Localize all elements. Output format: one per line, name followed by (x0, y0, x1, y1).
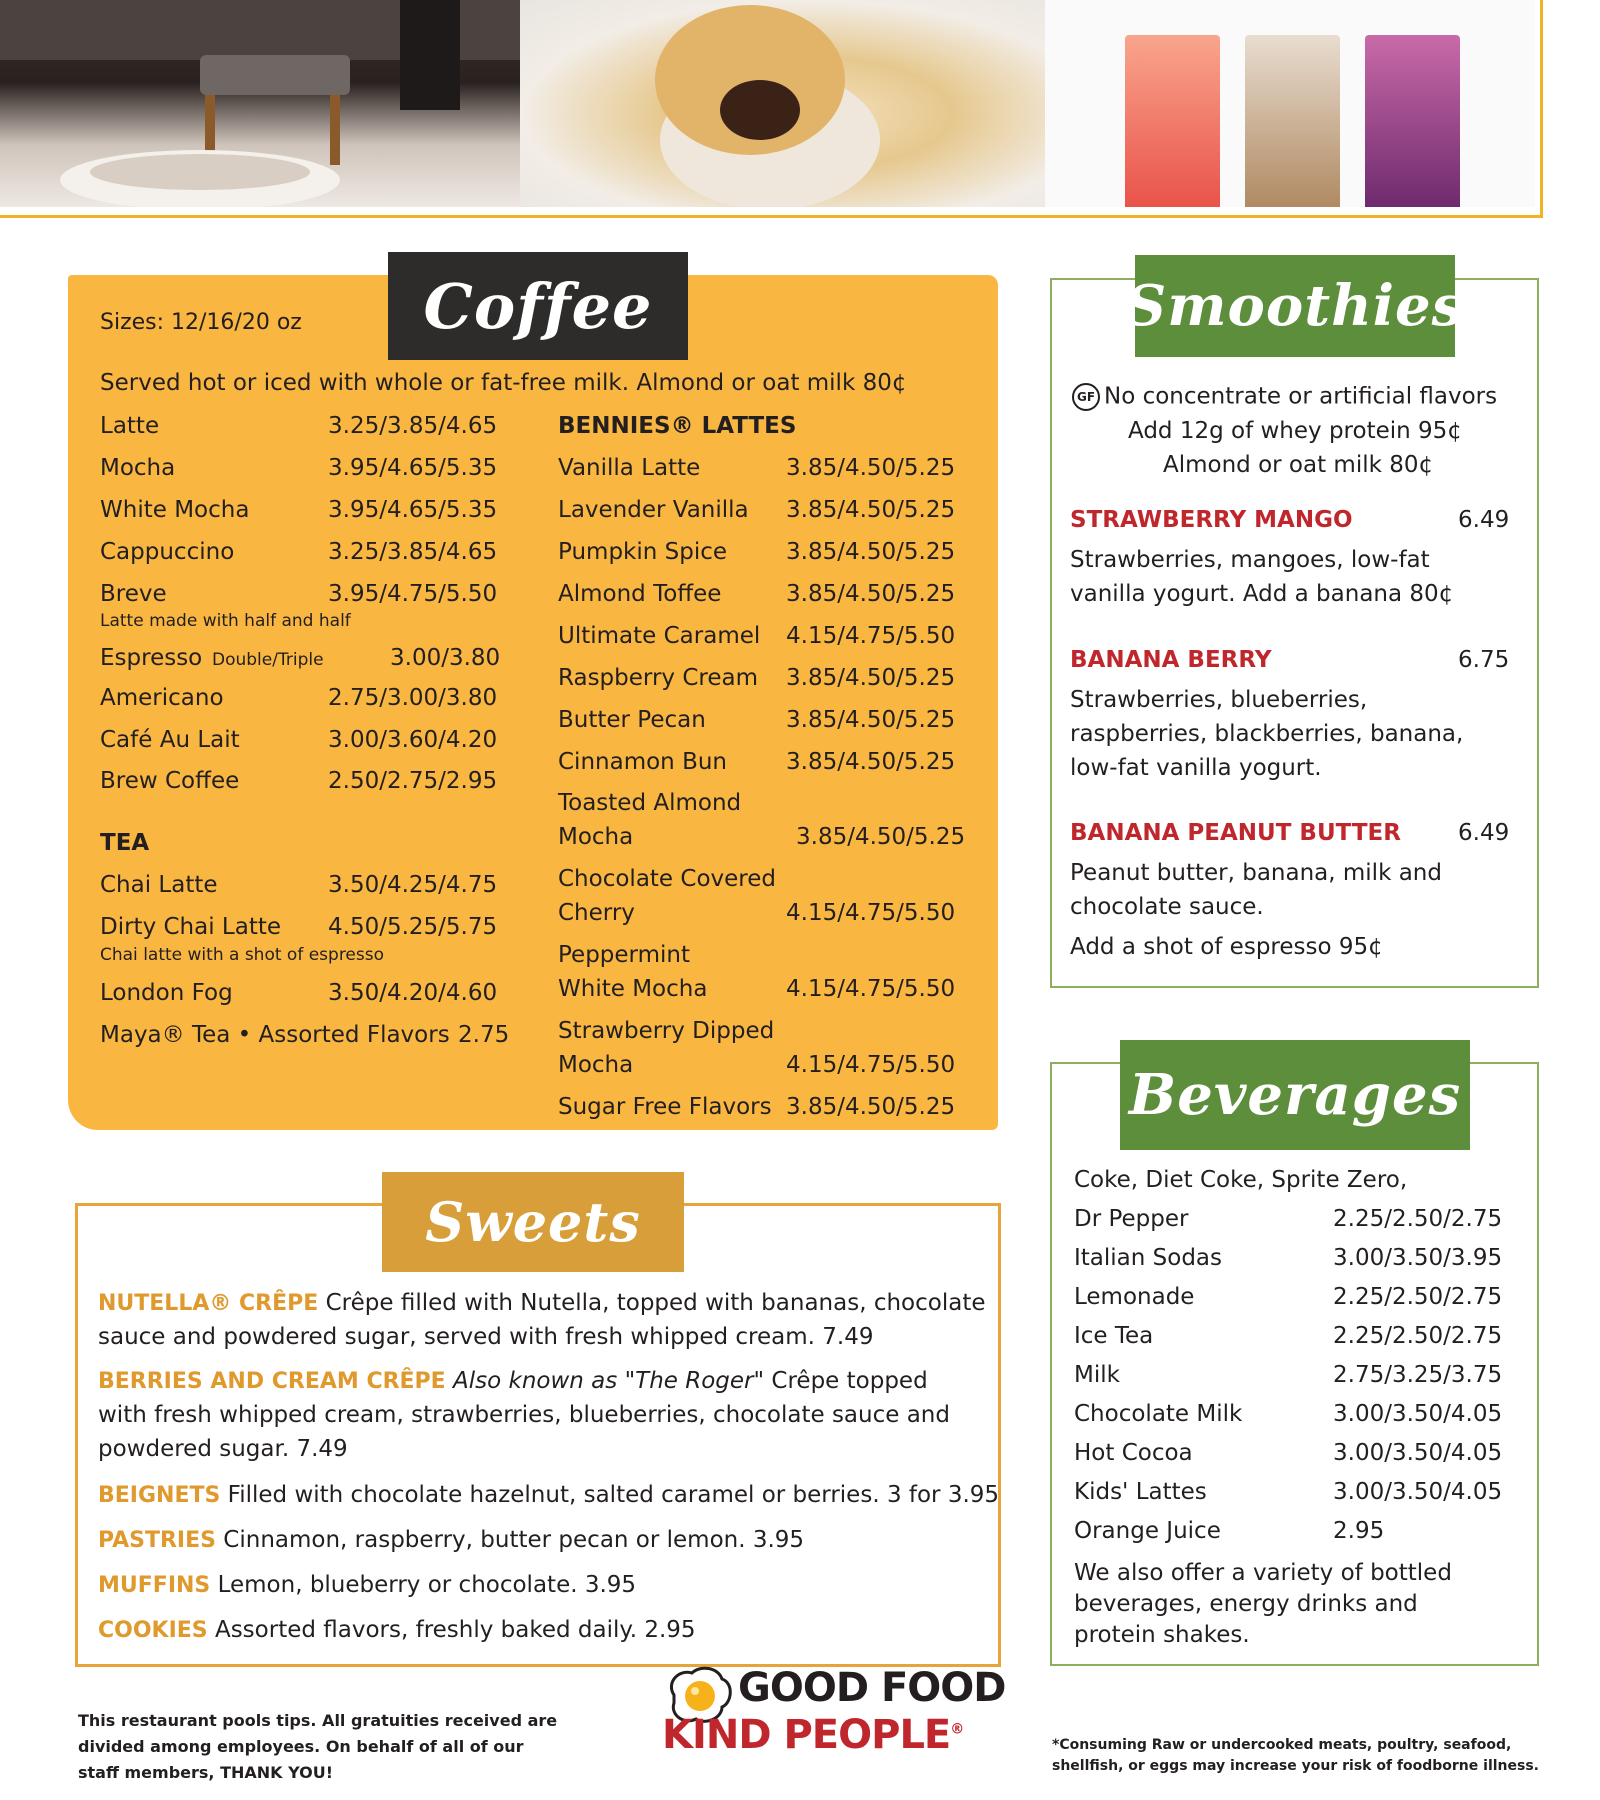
smoothie-desc: Strawberries, mangoes, low-fat (1070, 547, 1430, 573)
beverage-price: 2.25/2.50/2.75 (1333, 1284, 1503, 1310)
coffee-banner: Coffee (388, 252, 688, 360)
coffee-item-price: 3.25/3.85/4.65 (328, 413, 498, 439)
beverage-name: Italian Sodas (1074, 1245, 1223, 1271)
latte-item-price: 3.85/4.50/5.25 (786, 749, 956, 775)
latte-item-price: 3.85/4.50/5.25 (786, 497, 956, 523)
coffee-item-price: 3.95/4.65/5.35 (328, 455, 498, 481)
smoothie-desc: Peanut butter, banana, milk and (1070, 860, 1442, 886)
latte-item-name-cont: Mocha (558, 1052, 634, 1078)
smoothie-price: 6.49 (1458, 507, 1510, 533)
coffee-item-name: Cappuccino (100, 539, 235, 565)
gluten-free-icon: GF (1072, 383, 1100, 411)
smoothies-banner: Smoothies (1135, 255, 1455, 357)
beverage-name: Lemonade (1074, 1284, 1195, 1310)
beverage-name: Ice Tea (1074, 1323, 1154, 1349)
coffee-item-price: 2.50/2.75/2.95 (328, 768, 498, 794)
berry-glass (1365, 35, 1460, 207)
latte-item-name: Butter Pecan (558, 707, 706, 733)
smoothie-desc: chocolate sauce. (1070, 894, 1264, 920)
tea-heading: TEA (100, 830, 150, 856)
smoothies-intro-line: Add 12g of whey protein 95¢ (1128, 418, 1462, 444)
tea-item-name: Chai Latte (100, 872, 218, 898)
sweet-desc: Assorted flavors, freshly baked daily. 2.95 (207, 1617, 696, 1643)
beverage-name: Chocolate Milk (1074, 1401, 1243, 1427)
smoothies-intro-line (1072, 383, 1497, 411)
tea-item-name: London Fog (100, 980, 233, 1006)
beverages-note: We also offer a variety of bottled (1074, 1560, 1452, 1586)
tea-item-price: 3.50/4.25/4.75 (328, 872, 498, 898)
sweet-name: COOKIES (98, 1618, 208, 1643)
coffee-item-price: 3.00/3.80 (390, 645, 501, 671)
latte-item-name: Lavender Vanilla (558, 497, 749, 523)
latte-item-price: 3.85/4.50/5.25 (786, 665, 956, 691)
coffee-item-sub: Double/Triple (212, 650, 324, 670)
smoothie-name: BANANA PEANUT BUTTER (1070, 820, 1401, 846)
smoothies-intro-text: No concentrate or artificial flavors (1104, 383, 1498, 410)
smoothies-photo (1045, 0, 1535, 207)
tips-note: divided among employees. On behalf of all of our (78, 1737, 524, 1756)
smoothie-name: BANANA BERRY (1070, 647, 1272, 673)
latte-item-name: Strawberry Dipped (558, 1018, 775, 1044)
sweet-desc: with fresh whipped cream, strawberries, blueberries, chocolate sauce and (98, 1402, 950, 1428)
latte-item-price: 3.85/4.50/5.25 (786, 455, 956, 481)
sweet-desc: Lemon, blueberry or chocolate. 3.95 (210, 1572, 637, 1598)
beverages-note: beverages, energy drinks and (1074, 1591, 1418, 1617)
latte-item-name: Cinnamon Bun (558, 749, 727, 775)
beverage-name: Orange Juice (1074, 1518, 1221, 1544)
logo-registered-mark: ® (950, 1721, 964, 1738)
sweet-item (98, 1572, 636, 1598)
latte-item-price: 3.85/4.50/5.25 (796, 824, 966, 850)
logo-good-food: GOOD FOOD (738, 1665, 1006, 1711)
smoothie-desc: vanilla yogurt. Add a banana 80¢ (1070, 581, 1454, 607)
latte-item-price: 4.15/4.75/5.50 (786, 900, 956, 926)
logo-kind-people-text: KIND PEOPLE (662, 1712, 951, 1758)
latte-item-price: 3.85/4.50/5.25 (786, 707, 956, 733)
coffee-item-name: White Mocha (100, 497, 250, 523)
beverage-price: 3.00/3.50/4.05 (1333, 1440, 1503, 1466)
lattes-heading: BENNIES® LATTES (558, 413, 797, 439)
coffee-item-price: 3.00/3.60/4.20 (328, 727, 498, 753)
latte-item-price: 3.85/4.50/5.25 (786, 539, 956, 565)
sweet-desc: Cinnamon, raspberry, butter pecan or lemon. 3.95 (215, 1527, 805, 1553)
beverage-price: 2.25/2.50/2.75 (1333, 1323, 1503, 1349)
beverages-banner: Beverages (1120, 1040, 1470, 1150)
smoothie-name: STRAWBERRY MANGO (1070, 507, 1353, 533)
tea-item-price: 2.75 (458, 1022, 510, 1048)
smoothie-desc: Strawberries, blueberries, (1070, 687, 1368, 713)
coffee-item-price: 2.75/3.00/3.80 (328, 685, 498, 711)
coffee-item-price: 3.25/3.85/4.65 (328, 539, 498, 565)
sweet-item (98, 1527, 804, 1553)
sweet-desc: powdered sugar. 7.49 (98, 1436, 348, 1462)
coffee-item-price: 3.95/4.65/5.35 (328, 497, 498, 523)
latte-item-price: 3.85/4.50/5.25 (786, 581, 956, 607)
coffee-item-name: Mocha (100, 455, 176, 481)
mocha-glass (1245, 35, 1340, 207)
tea-item-price: 4.50/5.25/5.75 (328, 914, 498, 940)
sweets-banner: Sweets (382, 1172, 684, 1272)
food-safety-disclaimer: shellfish, or eggs may increase your risk of foodborne illness. (1052, 1758, 1539, 1774)
coffee-item-name: Breve (100, 581, 167, 607)
sweet-name: MUFFINS (98, 1573, 211, 1598)
sweet-name: NUTELLA® CRÊPE (98, 1291, 319, 1316)
beverage-price: 2.75/3.25/3.75 (1333, 1362, 1503, 1388)
latte-item-name: Toasted Almond (558, 790, 742, 816)
tips-note: staff members, THANK YOU! (78, 1763, 334, 1782)
sweet-desc: Filled with chocolate hazelnut, salted caramel or berries. 3 for 3.95 (220, 1482, 1000, 1508)
food-safety-disclaimer: *Consuming Raw or undercooked meats, poultry, seafood, (1052, 1737, 1512, 1753)
smoothie-desc: raspberries, blackberries, banana, (1070, 721, 1464, 747)
sweet-name: BEIGNETS (98, 1483, 221, 1508)
beverage-price: 2.95 (1333, 1518, 1385, 1544)
beverage-price: 3.00/3.50/4.05 (1333, 1479, 1503, 1505)
coffee-item-name: Espresso (100, 645, 203, 671)
sweet-desc: Crêpe filled with Nutella, topped with bananas, chocolate (318, 1290, 986, 1316)
coffee-item-name: Americano (100, 685, 224, 711)
beverage-name: Dr Pepper (1074, 1206, 1189, 1232)
latte-item-name-cont: Mocha (558, 824, 634, 850)
beverages-note: protein shakes. (1074, 1622, 1250, 1648)
latte-item-name: Pumpkin Spice (558, 539, 728, 565)
tea-item-name: Dirty Chai Latte (100, 914, 282, 940)
sizes-label: Sizes: 12/16/20 oz (100, 310, 302, 335)
coffee-item-name: Café Au Lait (100, 727, 240, 753)
sweet-name: PASTRIES (98, 1528, 216, 1553)
beverage-name: Coke, Diet Coke, Sprite Zero, (1074, 1167, 1408, 1193)
latte-item-name: Peppermint (558, 942, 690, 968)
beverage-name: Kids' Lattes (1074, 1479, 1207, 1505)
latte-item-price: 4.15/4.75/5.50 (786, 976, 956, 1002)
smoothie-price: 6.49 (1458, 820, 1510, 846)
espresso-photo (0, 0, 520, 207)
latte-item-name: Almond Toffee (558, 581, 722, 607)
beverage-price: 3.00/3.50/4.05 (1333, 1401, 1503, 1427)
latte-item-price: 4.15/4.75/5.50 (786, 1052, 956, 1078)
sweet-name: BERRIES AND CREAM CRÊPE (98, 1369, 446, 1394)
latte-item-price: 3.85/4.50/5.25 (786, 1094, 956, 1120)
beverage-name: Hot Cocoa (1074, 1440, 1193, 1466)
tea-item-price: 3.50/4.20/4.60 (328, 980, 498, 1006)
smoothie-extra: Add a shot of espresso 95¢ (1070, 934, 1383, 960)
logo-kind-people (662, 1712, 963, 1758)
smoothie-desc: low-fat vanilla yogurt. (1070, 755, 1322, 781)
latte-item-name: Sugar Free Flavors (558, 1094, 772, 1120)
tea-item-note: Chai latte with a shot of espresso (100, 945, 385, 965)
smoothies-intro-line: Almond or oat milk 80¢ (1163, 452, 1434, 478)
pastry-photo (520, 0, 1045, 207)
sweet-item (98, 1482, 999, 1508)
latte-item-name-cont: White Mocha (558, 976, 708, 1002)
sweets-berries-line (98, 1368, 928, 1394)
coffee-item-name: Brew Coffee (100, 768, 240, 794)
sweet-desc: Crêpe topped (764, 1368, 928, 1394)
latte-item-price: 4.15/4.75/5.50 (786, 623, 956, 649)
tips-note: This restaurant pools tips. All gratuities received are (78, 1711, 558, 1730)
beverage-name: Milk (1074, 1362, 1120, 1388)
sweet-desc: sauce and powdered sugar, served with fresh whipped cream. 7.49 (98, 1324, 874, 1350)
latte-item-name: Vanilla Latte (558, 455, 701, 481)
header-photo-strip (0, 0, 1543, 218)
sweets-nutella-line (98, 1290, 986, 1316)
tea-item-name: Maya® Tea • Assorted Flavors (100, 1022, 450, 1048)
sweet-item (98, 1617, 696, 1643)
coffee-item-price: 3.95/4.75/5.50 (328, 581, 498, 607)
beverage-price: 2.25/2.50/2.75 (1333, 1206, 1503, 1232)
coffee-item-name: Latte (100, 413, 160, 439)
sweet-aka: Also known as "The Roger" (445, 1368, 765, 1394)
latte-item-name: Raspberry Cream (558, 665, 758, 691)
latte-item-name: Chocolate Covered (558, 866, 776, 892)
latte-item-name-cont: Cherry (558, 900, 635, 926)
smoothie-price: 6.75 (1458, 647, 1510, 673)
strawberry-glass (1125, 35, 1220, 207)
coffee-item-note: Latte made with half and half (100, 611, 351, 631)
served-note: Served hot or iced with whole or fat-free milk. Almond or oat milk 80¢ (100, 370, 907, 396)
beverage-price: 3.00/3.50/3.95 (1333, 1245, 1503, 1271)
latte-item-name: Ultimate Caramel (558, 623, 761, 649)
